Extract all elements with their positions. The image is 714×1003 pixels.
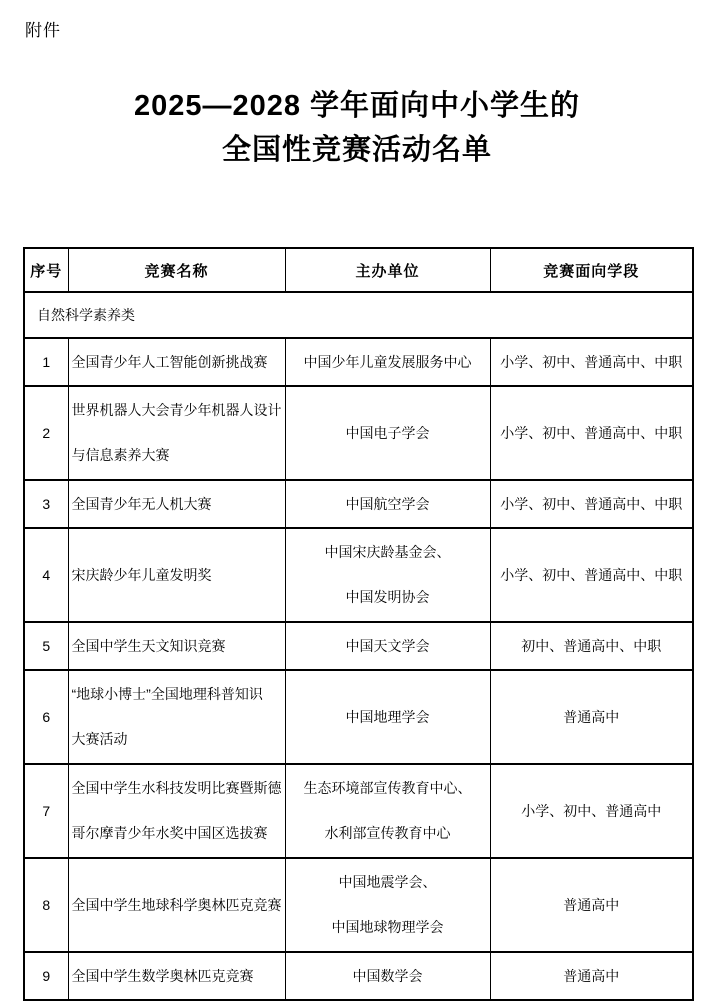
- competition-name-cell: [68, 386, 285, 480]
- table-row: [24, 622, 693, 670]
- organizer-line: 中国航空学会: [345, 495, 430, 512]
- competition-name-line: 与信息素养大赛: [71, 447, 170, 463]
- header-cell-name: 竞赛名称: [68, 248, 285, 292]
- table-row: [24, 338, 693, 386]
- row-number-cell: 3: [24, 480, 68, 528]
- level-cell: 普通高中: [490, 952, 693, 1000]
- competition-name-cell: [68, 952, 285, 1000]
- category-label: 自然科学素养类: [24, 292, 693, 338]
- table-row: [24, 670, 693, 764]
- competition-name-line: 全国青少年人工智能创新挑战赛: [71, 353, 268, 370]
- table-row: [24, 764, 693, 858]
- table-row: [24, 528, 693, 622]
- competition-name-line: 全国中学生水科技发明比赛暨斯德: [71, 780, 282, 796]
- competition-name-line: 全国中学生地球科学奥林匹克竞赛: [71, 896, 282, 913]
- competition-name-line: 世界机器人大会青少年机器人设计: [71, 402, 282, 418]
- organizer-line: 中国地理学会: [345, 708, 430, 725]
- competition-name-line: “地球小博士”全国地理科普知识: [71, 686, 263, 702]
- row-number-cell: 6: [24, 670, 68, 764]
- competition-name-line: 大赛活动: [71, 731, 128, 747]
- organizer-cell: [285, 386, 490, 480]
- header-cell-no: 序号: [24, 248, 68, 292]
- row-number-cell: 7: [24, 764, 68, 858]
- row-number-cell: 2: [24, 386, 68, 480]
- organizer-line: 中国数学会: [352, 967, 423, 984]
- organizer-line: 中国地震学会、: [338, 874, 437, 890]
- organizer-line: 中国发明协会: [345, 589, 430, 605]
- organizer-line: 中国地球物理学会: [331, 919, 444, 935]
- level-cell: 小学、初中、普通高中、中职: [490, 338, 693, 386]
- organizer-cell: [285, 670, 490, 764]
- organizer-cell: [285, 622, 490, 670]
- row-number-cell: 4: [24, 528, 68, 622]
- header-cell-level: 竞赛面向学段: [490, 248, 693, 292]
- category-row: [24, 292, 693, 338]
- organizer-cell: [285, 952, 490, 1000]
- level-cell: 小学、初中、普通高中、中职: [490, 528, 693, 622]
- page-title-line1: 2025—2028 学年面向中小学生的: [133, 90, 581, 122]
- competition-name-cell: [68, 338, 285, 386]
- competition-name-cell: [68, 622, 285, 670]
- level-cell: 初中、普通高中、中职: [490, 622, 693, 670]
- competition-name-line: 宋庆龄少年儿童发明奖: [71, 566, 212, 583]
- competition-name-line: 哥尔摩青少年水奖中国区选拔赛: [71, 825, 268, 841]
- competitions-table: [23, 247, 694, 1001]
- organizer-cell: [285, 528, 490, 622]
- page-title-line2: 全国性竞赛活动名单: [221, 134, 492, 166]
- level-cell: 小学、初中、普通高中、中职: [490, 480, 693, 528]
- table-body: [24, 292, 693, 1000]
- competition-name-cell: [68, 528, 285, 622]
- table-row: [24, 480, 693, 528]
- competition-name-cell: [68, 480, 285, 528]
- row-number-cell: 9: [24, 952, 68, 1000]
- table-row: [24, 858, 693, 952]
- competition-name-line: 全国青少年无人机大赛: [71, 495, 212, 512]
- table-row: [24, 386, 693, 480]
- organizer-cell: [285, 858, 490, 952]
- row-number-cell: 5: [24, 622, 68, 670]
- organizer-line: 中国少年儿童发展服务中心: [303, 353, 472, 370]
- level-cell: 小学、初中、普通高中: [490, 764, 693, 858]
- page-title: [0, 84, 714, 172]
- organizer-line: 水利部宣传教育中心: [324, 825, 451, 841]
- organizer-cell: [285, 338, 490, 386]
- row-number-cell: 1: [24, 338, 68, 386]
- competition-name-line: 全国中学生数学奥林匹克竞赛: [71, 967, 254, 984]
- competition-name-cell: [68, 670, 285, 764]
- organizer-cell: [285, 764, 490, 858]
- competition-name-line: 全国中学生天文知识竞赛: [71, 637, 226, 654]
- organizer-cell: [285, 480, 490, 528]
- competition-name-cell: [68, 858, 285, 952]
- organizer-line: 中国天文学会: [345, 637, 430, 654]
- table-container: [23, 247, 694, 1001]
- attachment-label: 附件: [25, 21, 61, 40]
- header-cell-organizer: 主办单位: [285, 248, 490, 292]
- row-number-cell: 8: [24, 858, 68, 952]
- competition-name-cell: [68, 764, 285, 858]
- level-cell: 普通高中: [490, 858, 693, 952]
- organizer-line: 中国宋庆龄基金会、: [324, 544, 451, 560]
- organizer-line: 中国电子学会: [345, 424, 430, 441]
- table-row: [24, 952, 693, 1000]
- organizer-line: 生态环境部宣传教育中心、: [303, 780, 472, 796]
- level-cell: 小学、初中、普通高中、中职: [490, 386, 693, 480]
- header-row: [24, 248, 693, 292]
- level-cell: 普通高中: [490, 670, 693, 764]
